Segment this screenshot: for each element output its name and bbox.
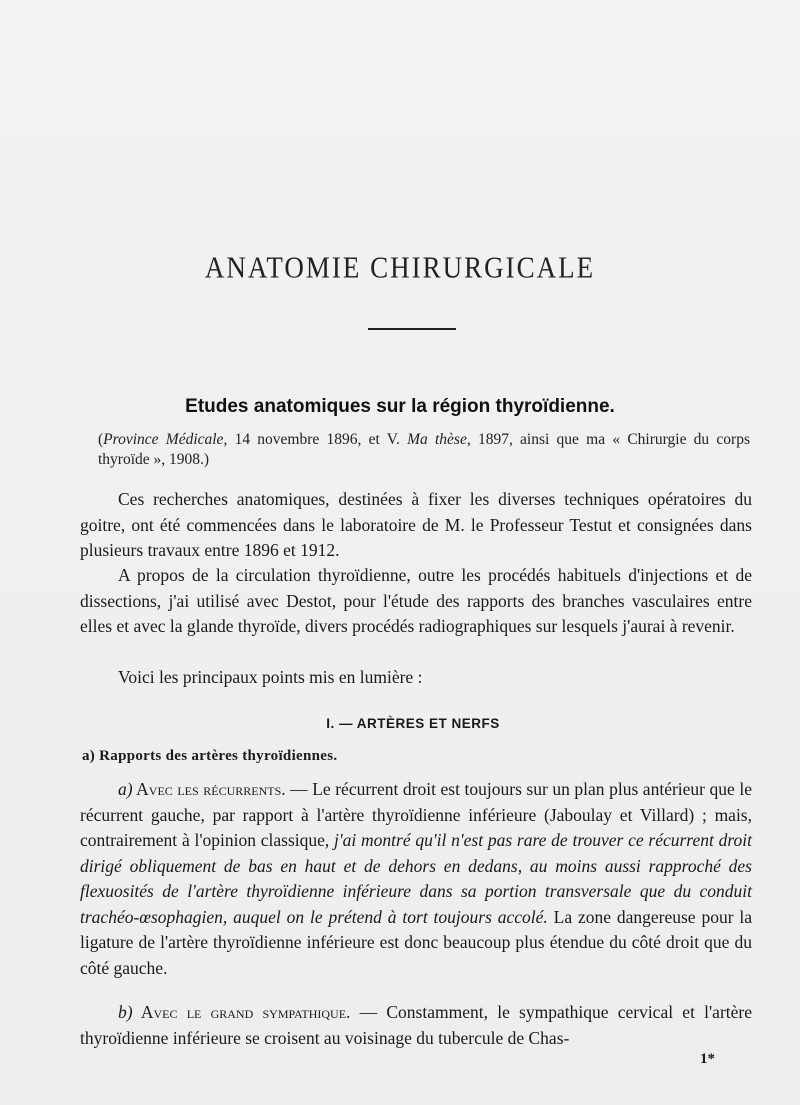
paragraph-1 bbox=[80, 487, 752, 564]
subheading-recurrents: Avec les récurrents. bbox=[132, 779, 286, 799]
item-letter-a: a) bbox=[118, 779, 133, 799]
recurrents-italic: j'ai montré qu'il n'est pas rare de trouver ce récurrent droit dirigé obliquement de bas en haut et de dehors en dedans, au moins aussi rapproché des flexuosités de l'artère thyroïdienne inférieure dans sa portion transversale que du conduit trachéo-œsophagien, auquel on le prétend à tort toujours accolé. bbox=[80, 830, 753, 927]
title-rule bbox=[368, 328, 456, 330]
sympathique-text-1: — Constamment, le sympathique cervical et l'artère thyroïdienne inférieure se croisent au voisinage du tubercule de Chas- bbox=[80, 1002, 752, 1048]
paragraph-sympathique bbox=[80, 1000, 752, 1051]
citation-text-1: , 14 novembre 1896, et V. bbox=[223, 431, 408, 448]
paragraph-3 bbox=[80, 665, 752, 691]
heading-rapports: a) Rapports des artères thyroïdiennes. bbox=[82, 748, 338, 764]
page-signature: 1* bbox=[700, 1051, 715, 1067]
paragraph-1-text: Ces recherches anatomiques, destinées à fixer les diverses techniques opératoires du goitre, ont été commencées dans le laboratoire de M. le Professeur Testut et consignées dans plusieurs travaux entre 1896 et 1912. bbox=[80, 489, 752, 560]
paragraph-2 bbox=[80, 563, 752, 640]
citation-open: ( bbox=[98, 431, 104, 448]
heading-arteres-nerfs: I. — ARTÈRES ET NERFS bbox=[326, 716, 500, 731]
section-title: Etudes anatomiques sur la région thyroïdienne. bbox=[185, 396, 615, 417]
recurrents-text-1: — Le récurrent droit est toujours sur un plan plus antérieur que le récurrent gauche, par rapport à l'artère thyroïdienne inférieure (Jaboulay et Villard) ; mais, contrairement à l'opinion classique, bbox=[80, 779, 752, 850]
page-title: ANATOMIE CHIRURGICALE bbox=[204, 250, 596, 285]
citation-text-2: , 1897, ainsi que ma « Chirurgie du corps thyroïde », 1908.) bbox=[98, 431, 750, 468]
paragraph-sympathique-text bbox=[80, 1000, 752, 1051]
citation bbox=[98, 430, 750, 470]
paragraph-recurrents bbox=[80, 777, 752, 981]
subheading-sympathique: Avec le grand sympathique. bbox=[132, 1002, 351, 1022]
recurrents-text-2: La zone dangereuse pour la ligature de l'artère thyroïdienne inférieure est donc beaucoup plus étendue du côté droit que du côté gauche. bbox=[80, 906, 753, 978]
paragraph-3-text: Voici les principaux points mis en lumière : bbox=[118, 667, 423, 687]
paragraph-2-text: A propos de la circulation thyroïdienne, outre les procédés habituels d'injections et de dissections, j'ai utilisé avec Destot, pour l'étude des rapports des branches vasculaires entre elles et avec la glande thyroïde, divers procédés radiographiques sur lesquels j'aurai à revenir. bbox=[80, 565, 752, 636]
citation-source-2: Ma thèse bbox=[407, 431, 467, 448]
paragraph-recurrents-text bbox=[80, 777, 752, 981]
item-letter-b: b) bbox=[118, 1002, 133, 1022]
citation-source-1: Province Médicale bbox=[103, 431, 224, 448]
